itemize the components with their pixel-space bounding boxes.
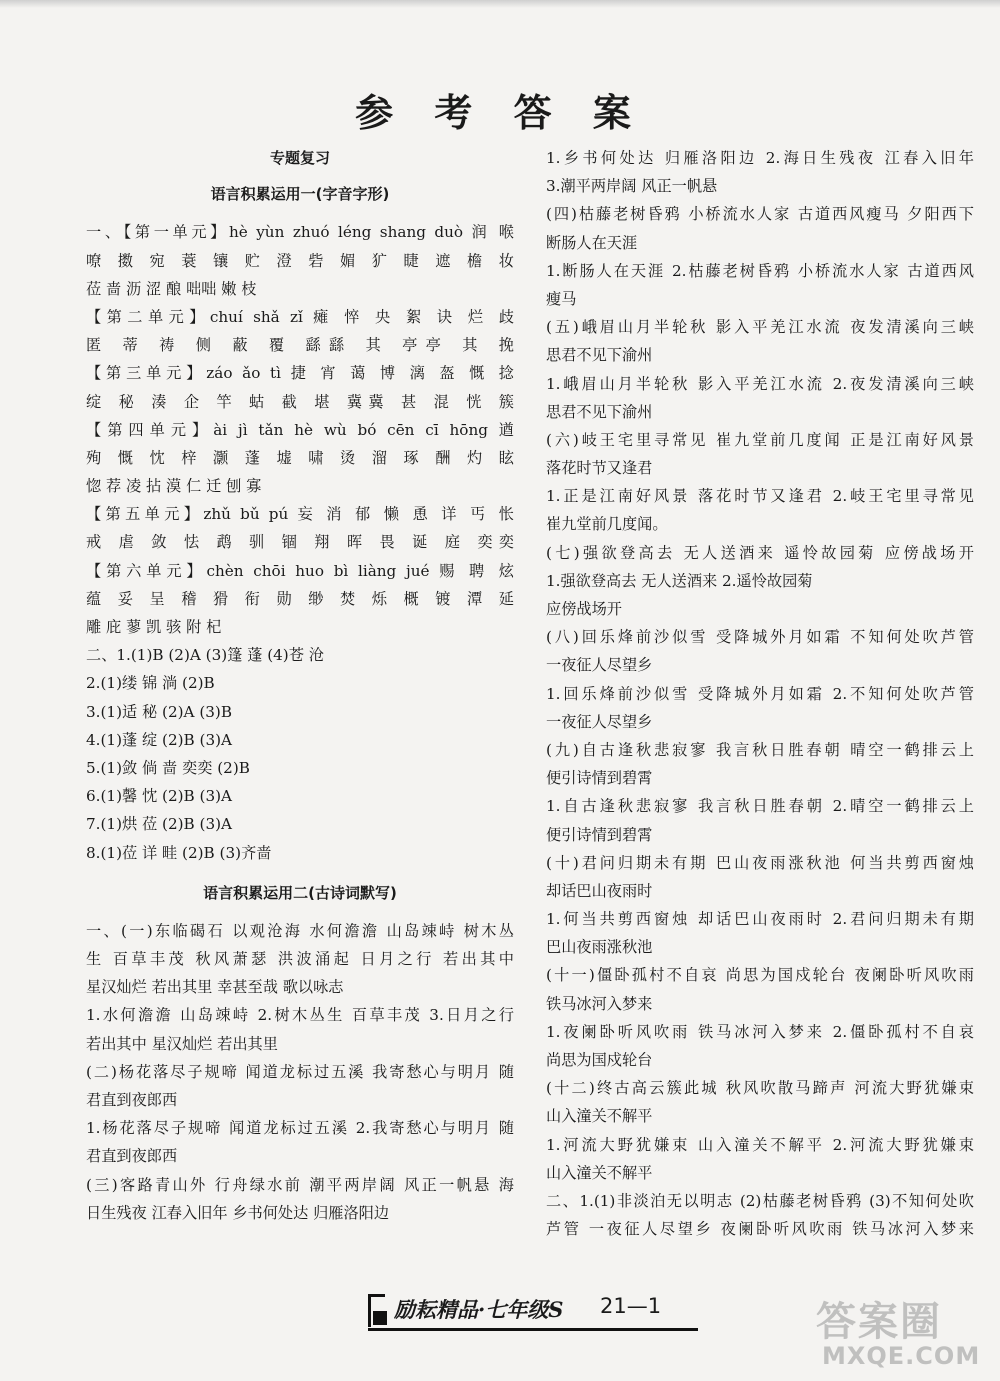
watermark-bottom-text: MXQE.COM — [822, 1342, 981, 1370]
text-line: 崔九堂前几度闻。 — [546, 515, 668, 534]
text-line: (二)杨花落尽子规啼 闻道龙标过五溪 我寄愁心与明月 随 — [86, 1062, 514, 1081]
right-column — [546, 144, 974, 1243]
text-line: (十二)终古高云簇此城 秋风吹散马蹄声 河流大野犹嫌束 — [546, 1079, 974, 1098]
text-line: 应傍战场开 — [546, 600, 622, 618]
text-line: 7.(1)烘 莅 (2)B (3)A — [86, 815, 233, 834]
text-line: 断肠人在天涯 — [546, 233, 638, 252]
text-line: 铁马冰河入梦来 — [546, 994, 653, 1013]
footer-brand: 励耘精品·七年级S — [394, 1297, 564, 1322]
text-line: 却话巴山夜雨时 — [546, 881, 653, 900]
text-line: 一夜征人尽望乡 — [546, 656, 653, 675]
heading-section1: 语言积累运用一(字音字形) — [210, 185, 390, 204]
text-line: 戒 虐 敛 怯 鹉 驯 锢 翔 晖 畏 诞 庭 奕奕 — [86, 533, 514, 552]
watermark — [806, 1290, 986, 1374]
text-line: (五)峨眉山月半轮秋 影入平羌江水流 夜发清溪向三峡 — [546, 318, 974, 337]
text-line: 4.(1)蓬 绽 (2)B (3)A — [86, 730, 233, 749]
text-line: 6.(1)馨 忱 (2)B (3)A — [86, 787, 233, 806]
section3-block — [86, 917, 514, 1227]
text-line: 莅 啬 沥 涩 酿 咄咄 嫩 枝 — [86, 279, 257, 298]
text-line: (十)君问归期未有期 巴山夜雨涨秋池 何当共剪西窗烛 — [546, 853, 974, 872]
text-line: 惚 荐 凌 拈 漠 仁 迁 刨 寡 — [86, 477, 262, 496]
text-line: 芦管 一夜征人尽望乡 夜阑卧听风吹雨 铁马冰河入梦来 — [546, 1220, 974, 1239]
text-line: 一、【第一单元】hè yùn zhuó léng shang duò 润 喉 — [86, 223, 514, 242]
text-line: 1.夜阑卧听风吹雨 铁马冰河入梦来 2.僵卧孤村不自哀 — [546, 1022, 974, 1041]
text-line: 1.何当共剪西窗烛 却话巴山夜雨时 2.君问归期未有期 — [546, 910, 974, 929]
text-line: 1.强欲登高去 无人送酒来 2.遥怜故园菊 — [546, 571, 813, 590]
text-line: (六)岐王宅里寻常见 崔九堂前几度闻 正是江南好风景 — [546, 430, 974, 449]
text-line: 5.(1)敛 倘 啬 奕奕 (2)B — [86, 758, 250, 777]
text-line: 绽 秘 湊 企 竿 蛄 截 堪 冀冀 甚 混 恍 簇 — [86, 392, 514, 411]
text-line: (四)枯藤老树昏鸦 小桥流水人家 古道西风瘦马 夕阳西下 — [546, 205, 974, 224]
text-line: 1.杨花落尽子规啼 闻道龙标过五溪 2.我寄愁心与明月 随 — [86, 1119, 514, 1138]
text-line: 【第六单元】chèn chōi huo bì liàng jué 赐 聘 炫 — [86, 561, 514, 580]
page-footer — [368, 1292, 698, 1331]
text-line: 1.河流大野犹嫌束 山入潼关不解平 2.河流大野犹嫌束 — [546, 1135, 974, 1154]
text-line: 1.断肠人在天涯 2.枯藤老树昏鸦 小桥流水人家 古道西风 — [546, 261, 974, 280]
text-line: 山入潼关不解平 — [546, 1163, 653, 1182]
text-line: (七)强欲登高去 无人送酒来 遥怜故园菊 应傍战场开 — [546, 543, 974, 562]
text-line: (八)回乐烽前沙似雪 受降城外月如霜 不知何处吹芦管 — [546, 628, 974, 647]
text-line: 【第三单元】záo ǎo tì 捷 宵 蔼 博 漓 盔 慨 捻 — [86, 364, 514, 383]
text-line: 【第五单元】zhǔ bǔ pú 妄 消 郁 懒 恿 详 丐 怅 — [86, 505, 514, 524]
left-column — [86, 144, 514, 1227]
text-line: 便引诗情到碧霄 — [546, 769, 653, 788]
text-line: 尚思为国戍轮台 — [546, 1051, 653, 1069]
text-line: 1.回乐烽前沙似雪 受降城外月如霜 2.不知何处吹芦管 — [546, 684, 974, 703]
text-line: 3.(1)适 秘 (2)A (3)B — [86, 702, 233, 721]
text-line: (三)客路青山外 行舟绿水前 潮平两岸阔 风正一帆悬 海 — [86, 1175, 514, 1194]
text-line: 一、(一)东临碣石 以观沧海 水何澹澹 山岛竦峙 树木丛 — [86, 921, 514, 940]
text-line: 落花时节又逢君 — [546, 459, 653, 478]
text-line: 瘦马 — [546, 289, 577, 308]
text-line: 山入潼关不解平 — [546, 1107, 653, 1126]
text-line: 匿 蒂 祷 侧 蔽 覆 繇繇 其 亭亭 其 挽 — [86, 336, 514, 355]
text-line: (十一)僵卧孤村不自哀 尚思为国戍轮台 夜阑卧听风吹雨 — [546, 966, 974, 985]
text-line: 嘹 擞 宛 蓑 镶 贮 澄 砦 媚 犷 睫 遮 檐 妆 — [86, 251, 514, 270]
text-line: 8.(1)莅 详 畦 (2)B (3)齐啬 — [86, 843, 272, 862]
text-line: 1.乡书何处达 归雁洛阳边 2.海日生残夜 江春入旧年 — [546, 149, 974, 167]
text-line: 二、1.(1)B (2)A (3)篷 蓬 (4)苍 沧 — [86, 646, 324, 665]
section1-block — [86, 218, 514, 641]
text-line: 1.自古逢秋悲寂寥 我言秋日胜春朝 2.晴空一鹤排云上 — [546, 797, 974, 816]
text-line: 【第四单元】ài jì tǎn hè wù bó cēn cī hōng 遒 — [86, 420, 514, 439]
text-line: 便引诗情到碧霄 — [546, 825, 653, 844]
text-line: 星汉灿烂 若出其里 幸甚至哉 歌以咏志 — [86, 978, 344, 997]
text-line: 思君不见下渝州 — [546, 402, 653, 421]
text-line: 1.水何澹澹 山岛竦峙 2.树木丛生 百草丰茂 3.日月之行 — [86, 1006, 514, 1025]
text-line: 君直到夜郎西 — [86, 1091, 178, 1109]
heading-review: 专题复习 — [269, 149, 330, 167]
page-title: 参 考 答 案 — [355, 91, 645, 135]
text-line: 1.峨眉山月半轮秋 影入平羌江水流 2.夜发清溪向三峡 — [546, 374, 974, 393]
text-line: 日生残夜 江春入旧年 乡书何处达 归雁洛阳边 — [86, 1203, 390, 1222]
text-line: 生 百草丰茂 秋风萧瑟 洪波涌起 日月之行 若出其中 — [86, 950, 514, 969]
text-line: 二、1.(1)非淡泊无以明志 (2)枯藤老树昏鸦 (3)不知何处吹 — [546, 1191, 974, 1210]
text-line: 若出其中 星汉灿烂 若出其里 — [86, 1034, 278, 1053]
footer-page-number: 21—1 — [600, 1294, 662, 1318]
text-line: 2.(1)缕 锦 淌 (2)B — [86, 674, 215, 693]
text-line: 巴山夜雨涨秋池 — [546, 938, 653, 957]
watermark-top-text: 答案圈 — [816, 1299, 942, 1345]
top-edge-shadow — [0, 0, 1000, 8]
text-line: 殉 慨 忱 梓 灏 蓬 墟 啸 烫 溜 琢 酬 灼 眩 — [86, 448, 514, 467]
text-line: 1.正是江南好风景 落花时节又逢君 2.岐王宅里寻常见 — [546, 487, 974, 506]
text-line: (九)自古逢秋悲寂寥 我言秋日胜春朝 晴空一鹤排云上 — [546, 740, 974, 759]
text-line: 君直到夜郎西 — [86, 1147, 178, 1166]
text-line: 思君不见下渝州 — [546, 346, 653, 365]
text-line: 3.潮平两岸阔 风正一帆悬 — [546, 177, 718, 196]
text-line: 蕴 妥 呈 稽 猾 衔 勋 缈 焚 烁 概 镀 潭 延 — [86, 589, 514, 608]
text-line: 一夜征人尽望乡 — [546, 712, 653, 731]
section2-block — [86, 641, 514, 867]
text-line: 雕 庇 蓼 凯 骇 附 杞 — [86, 618, 222, 636]
text-line: 【第二单元】chuí shǎ zǐ 瘫 悴 央 絮 诀 烂 歧 — [86, 307, 514, 326]
heading-section2: 语言积累运用二(古诗词默写) — [203, 883, 397, 902]
footer-logo-mark — [368, 1294, 385, 1327]
